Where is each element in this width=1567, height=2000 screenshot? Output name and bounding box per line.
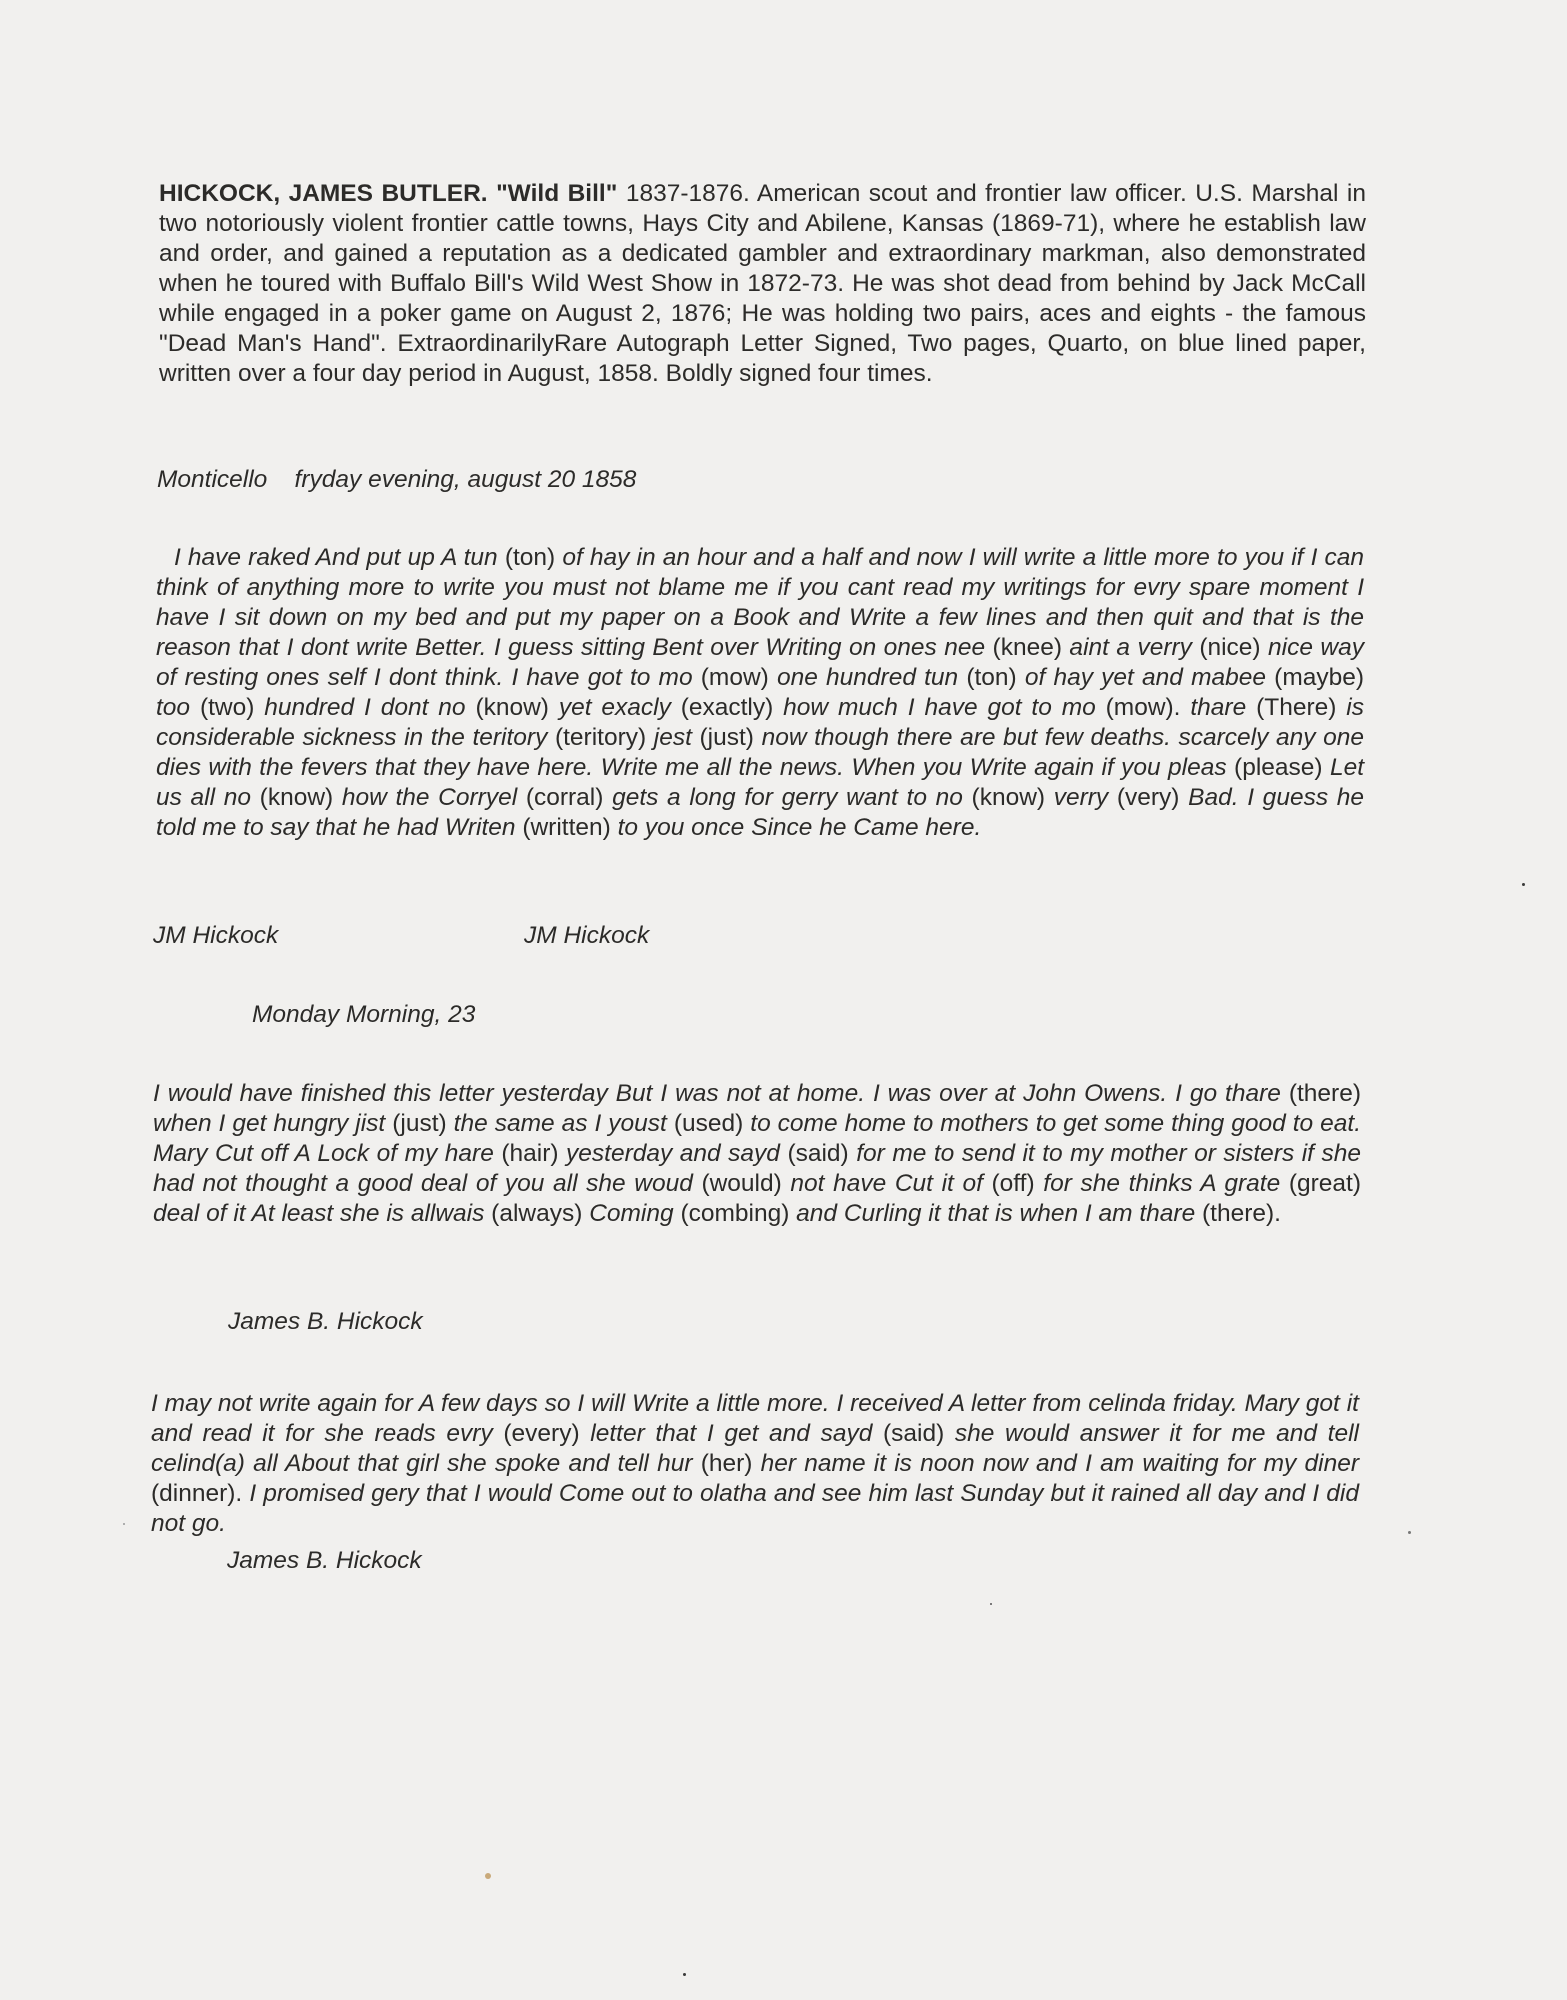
monday-heading: Monday Morning, 23: [252, 1001, 476, 1028]
subject-nickname: "Wild Bill": [496, 180, 618, 207]
signature-james-2: James B. Hickock: [227, 1547, 422, 1574]
paper-speck: [123, 1523, 125, 1525]
paper-speck: [683, 1973, 686, 1976]
signature-right: JM Hickock: [524, 922, 650, 949]
signature-james-1: James B. Hickock: [228, 1308, 423, 1335]
paper-speck: [1408, 1531, 1411, 1534]
paper-speck: [485, 1873, 491, 1879]
signature-left: JM Hickock: [153, 922, 279, 949]
letter-heading: [157, 465, 636, 495]
letter-paragraph-2: I would have finished this letter yesterday But I was not at home. I was over at John Owens. I go thare (there) when I get hungry jist (just) the same as I youst (used) to come home to mothers to get some thing good to eat. Mary Cut off A Lock of my hare (hair) yesterday and sayd (said) for me to send it to my mother or sisters if she had not thought a good deal of you all she woud (would) not have Cut it of (off) for she thinks A grate (great) deal of it At least she is allwais (always) Coming (combing) and Curling it that is when I am thare (there).: [153, 1080, 1362, 1227]
letter-paragraph-3: I may not write again for A few days so I will Write a little more. I received A letter from celinda friday. Mary got it and read it for she reads evry (every) letter that I get and sayd (said) she would answer it for me and tell celind(a) all About that girl she spoke and tell hur (her) her name it is noon now and I am waiting for my diner (dinner). I promised gery that I would Come out to olatha and see him last Sunday but it rained all day and I did not go.: [151, 1390, 1359, 1537]
paper-speck: [990, 1603, 992, 1605]
subject-name: HICKOCK, JAMES BUTLER.: [159, 180, 488, 207]
paper-speck: [1522, 883, 1525, 886]
letter-paragraph-1: I have raked And put up A tun (ton) of hay in an hour and a half and now I will write a little more to you if I can think of anything more to write you must not blame me if you cant read my writings for evry spare moment I have I sit down on my bed and put my paper on a Book and Write a few lines and then quit and that is the reason that I dont write Better. I guess sitting Bent over Writing on ones nee (knee) aint a verry (nice) nice way of resting ones self I dont think. I have got to mo (mow) one hundred tun (ton) of hay yet and mabee (maybe) too (two) hundred I dont no (know) yet exacly (exactly) how much I have got to mo (mow). thare (There) is considerable sickness in the teritory (teritory) jest (just) now though there are but few deaths. scarcely any one dies with the fevers that they have here. Write me all the news. When you Write again if you pleas (please) Let us all no (know) how the Corryel (corral) gets a long for gerry want to no (know) verry (very) Bad. I guess he told me to say that he had Writen (written) to you once Since he Came here.: [156, 544, 1365, 841]
letter-date: fryday evening, august 20 1858: [294, 466, 637, 493]
intro-text: 1837-1876. American scout and frontier law officer. U.S. Marshal in two notoriously violent frontier cattle towns, Hays City and Abilene, Kansas (1869-71), where he establish law and order, and gained a reputation as a dedicated gambler and extraordinary markman, also demonstrated when he toured with Buffalo Bill's Wild West Show in 1872-73. He was shot dead from behind by Jack McCall while engaged in a poker game on August 2, 1876; He was holding two pairs, aces and eights - the famous "Dead Man's Hand". ExtraordinarilyRare Autograph Letter Signed, Two pages, Quarto, on blue lined paper, written over a four day period in August, 1858. Boldly signed four times.: [159, 180, 1366, 387]
letter-place: Monticello: [157, 466, 268, 493]
intro-paragraph: [159, 179, 1366, 389]
